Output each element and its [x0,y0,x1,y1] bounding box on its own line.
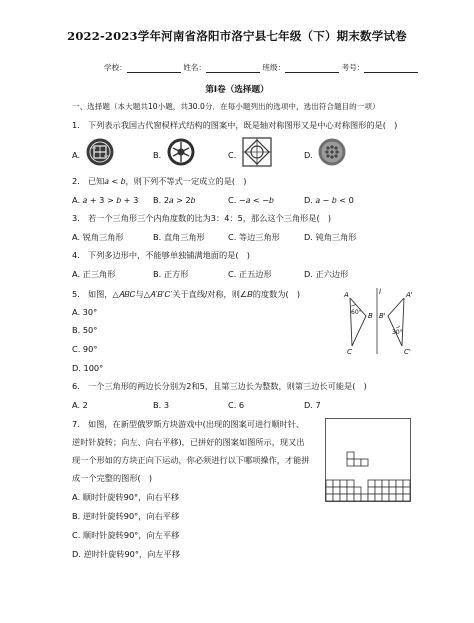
q7-option-b: B. 逆时针旋转90°，向右平移 [72,511,180,521]
name-field[interactable] [206,63,260,73]
q5-angle-30: 30° [392,329,403,336]
q5-option-d: D. 100° [72,363,104,373]
q1-figure-c-icon [242,137,272,167]
q5-stem: 5. 如图，△𝐴𝐵𝐶与△𝐴′𝐵′𝐶′关于直线𝑙对称，则∠𝐵的度数为( ) [72,289,301,299]
q5-label-c: C [347,348,352,356]
q1-option-b-label: B. [153,150,162,160]
q6-option-b: B. 3 [153,400,170,410]
section-heading: 一、选择题（本大题共10小题，共30.0分．在每小题列出的选项中，选出符合题目的一项） [72,102,380,111]
q7-option-c: C. 顺时针旋转90°，向左平移 [72,530,180,540]
q5-label-a-prime: A' [406,291,413,299]
class-field[interactable] [285,63,339,73]
q2-option-a: A. 𝑎 + 3 > 𝑏 + 3 [72,195,139,205]
q7-stem-line-1: 7. 如图，在新型俄罗斯方块游戏中(出现的图案可进行顺时针、 [72,419,305,429]
exam-no-field[interactable] [364,63,418,73]
q4-option-d: D. 正六边形 [304,269,349,279]
q2-option-b: B. 2𝑎 > 2𝑏 [153,195,196,205]
class-label: 班级： [262,63,286,72]
q3-option-a: A. 锐角三角形 [72,232,124,242]
q6-stem: 6. 一个三角形的两边长分别为2和5，且第三边长为整数，则第三边长可能是( ) [72,381,367,391]
q4-option-b: B. 正方形 [153,269,189,279]
q5-option-b: B. 50° [72,325,98,335]
q6-option-a: A. 2 [72,400,88,410]
q1-figure-d-icon [318,138,346,166]
name-label: 姓名： [183,63,206,72]
q4-option-c: C. 正五边形 [228,269,272,279]
volume-heading: 第Ⅰ卷（选择题） [205,85,269,95]
q2-option-c: C. −𝑎 < −𝑏 [228,195,274,205]
school-field[interactable] [127,63,181,73]
q5-label-c-prime: C' [404,348,411,356]
exam-no-label: 考号： [341,63,365,72]
exam-title: 2022-2023学年河南省洛阳市洛宁县七年级（下）期末数学试卷 [67,29,407,43]
q6-option-c: C. 6 [228,400,245,410]
q7-stem-line-2: 逆时针旋转；向左、向右平移)，已拼好的图案如图所示，现又出 [72,437,305,447]
q3-option-b: B. 直角三角形 [153,232,205,242]
q1-option-c-label: C. [228,150,237,160]
q6-option-d: D. 7 [304,400,321,410]
q2-option-d: D. 𝑎 − 𝑏 < 0 [304,195,354,205]
student-info-line [104,62,418,73]
q7-tetris-figure [325,418,411,502]
q5-label-l: l [379,288,381,296]
q3-option-c: C. 等边三角形 [228,232,280,242]
q7-stem-line-3: 现一个形如的方块正向下运动，你必须进行以下哪项操作，才能拼 [72,455,310,465]
q1-stem: 1. 下列表示我国古代窗棂样式结构的图案中，既是轴对称图形又是中心对称图形的是( ) [72,120,398,130]
q2-stem: 2. 已知𝑎 < 𝑏，则下列不等式一定成立的是( ) [72,176,247,186]
q7-option-a: A. 顺时针旋转90°，向右平移 [72,492,180,502]
q5-label-a: A [344,291,349,299]
q4-option-a: A. 正三角形 [72,269,116,279]
q7-option-d: D. 逆时针旋转90°，向左平移 [72,549,180,559]
q1-figure-b-icon [167,138,195,166]
q5-label-b: B [368,312,373,320]
q4-stem: 4. 下列多边形中，不能够单独铺满地面的是( ) [72,250,250,260]
q1-option-d-label: D. [304,150,313,160]
q7-stem-line-4: 成一个完整的图形( ) [72,473,153,483]
q1-option-a-label: A. [72,150,81,160]
q5-label-b-prime: B' [379,312,386,320]
q3-option-d: D. 钝角三角形 [304,232,357,242]
q5-triangle-figure [334,286,418,356]
q5-angle-60: 60° [351,309,362,316]
q5-option-a: A. 30° [72,307,98,317]
q1-figure-a-icon [86,138,114,166]
q3-stem: 3. 若一个三角形三个内角度数的比为3：4：5，那么这个三角形是( ) [72,213,332,223]
school-label: 学校： [104,63,127,72]
q5-option-c: C. 90° [72,344,98,354]
